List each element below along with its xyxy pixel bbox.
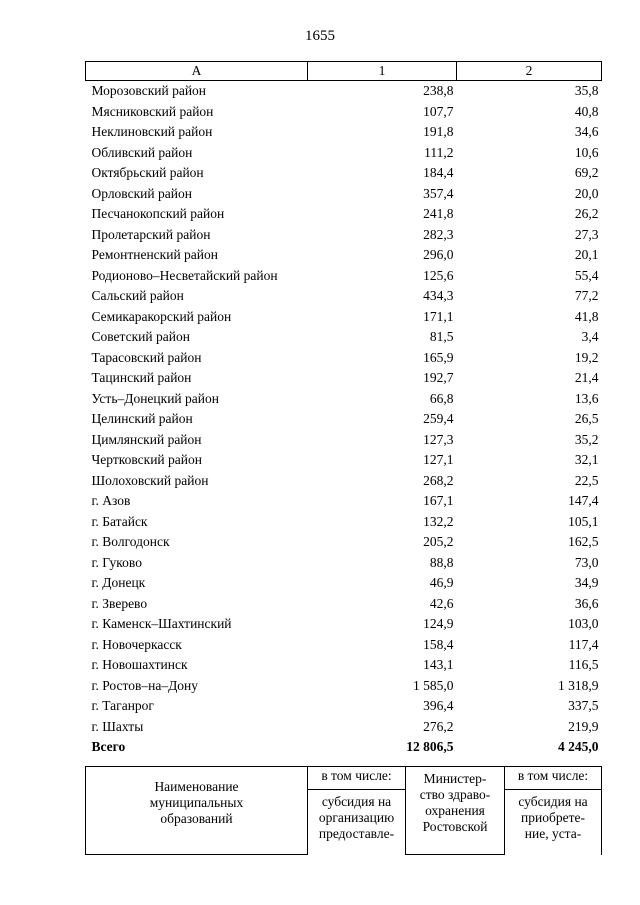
value-col-2: 77,2 bbox=[574, 288, 599, 304]
municipality-name: г. Донецк bbox=[91, 575, 146, 591]
header-line: образований bbox=[160, 811, 233, 826]
column-header-a: А bbox=[86, 62, 308, 81]
table-row bbox=[86, 163, 602, 184]
header-line: Ростовской bbox=[422, 819, 488, 834]
table-row bbox=[86, 266, 602, 287]
value-col-2: 10,6 bbox=[574, 144, 599, 160]
value-col-1: 241,8 bbox=[423, 206, 454, 222]
value-col-1: 205,2 bbox=[423, 534, 454, 550]
table-row bbox=[86, 512, 602, 533]
value-col-1: 296,0 bbox=[423, 247, 454, 263]
value-col-1: 276,2 bbox=[423, 718, 454, 734]
value-col-1: 282,3 bbox=[423, 226, 454, 242]
value-col-2: 3,4 bbox=[581, 329, 599, 345]
municipality-name: Обливский район bbox=[91, 144, 193, 160]
total-row bbox=[86, 737, 602, 758]
table-row bbox=[86, 307, 602, 328]
municipality-name: г. Ростов–на–Дону bbox=[91, 677, 199, 693]
value-col-2: 34,9 bbox=[574, 575, 599, 591]
table-row bbox=[86, 225, 602, 246]
municipality-name: Целинский район bbox=[91, 411, 193, 427]
value-col-1: 167,1 bbox=[423, 493, 454, 509]
value-col-2: 337,5 bbox=[568, 698, 599, 714]
value-col-2: 13,6 bbox=[574, 390, 599, 406]
municipality-column-header bbox=[86, 767, 308, 855]
value-col-2: 35,8 bbox=[574, 83, 599, 99]
column-header-2: 2 bbox=[457, 62, 602, 81]
table-row bbox=[86, 102, 602, 123]
value-col-2: 20,0 bbox=[574, 185, 599, 201]
value-col-2: 162,5 bbox=[568, 534, 599, 550]
municipality-name: Семикаракорский район bbox=[91, 308, 232, 324]
municipality-name: г. Новошахтинск bbox=[91, 657, 188, 673]
value-col-1: 184,4 bbox=[423, 165, 454, 181]
value-col-1: 1 585,0 bbox=[413, 677, 454, 693]
table-row bbox=[86, 409, 602, 430]
value-col-2: 32,1 bbox=[574, 452, 599, 468]
value-col-1: 132,2 bbox=[423, 513, 454, 529]
table-row bbox=[86, 327, 602, 348]
value-col-2: 26,2 bbox=[574, 206, 599, 222]
table-row bbox=[86, 286, 602, 307]
municipality-name: Шолоховский район bbox=[91, 472, 209, 488]
municipality-name: Чертковский район bbox=[91, 452, 202, 468]
municipality-name: Песчанокопский район bbox=[91, 206, 225, 222]
table-row bbox=[86, 450, 602, 471]
table-row bbox=[86, 594, 602, 615]
header-line: ние, уста- bbox=[524, 825, 582, 841]
value-col-2: 26,5 bbox=[574, 411, 599, 427]
table-row bbox=[86, 184, 602, 205]
value-col-1: 125,6 bbox=[423, 267, 454, 283]
value-col-2: 41,8 bbox=[574, 308, 599, 324]
value-col-1: 191,8 bbox=[423, 124, 454, 140]
value-col-1: 143,1 bbox=[423, 657, 454, 673]
value-col-1: 46,9 bbox=[429, 575, 454, 591]
header-line: ство здраво- bbox=[419, 787, 491, 802]
value-col-1: 357,4 bbox=[423, 185, 454, 201]
table-header-row bbox=[86, 62, 602, 81]
municipality-name: Орловский район bbox=[91, 185, 192, 201]
municipality-name: Ремонтненский район bbox=[91, 247, 218, 263]
total-value-col-2: 4 245,0 bbox=[558, 739, 599, 755]
municipality-name: Сальский район bbox=[91, 288, 184, 304]
value-col-2: 147,4 bbox=[568, 493, 599, 509]
value-col-1: 259,4 bbox=[423, 411, 454, 427]
value-col-2: 40,8 bbox=[574, 103, 599, 119]
table-row bbox=[86, 717, 602, 738]
header-line: субсидия на bbox=[321, 793, 392, 809]
table-row bbox=[86, 614, 602, 635]
including-header-2: в том числе: bbox=[505, 767, 602, 790]
value-col-1: 165,9 bbox=[423, 349, 454, 365]
value-col-1: 434,3 bbox=[423, 288, 454, 304]
table-row bbox=[86, 389, 602, 410]
table-row bbox=[86, 81, 602, 102]
table-row bbox=[86, 430, 602, 451]
municipality-name: г. Зверево bbox=[91, 595, 148, 611]
value-col-1: 158,4 bbox=[423, 636, 454, 652]
value-col-1: 238,8 bbox=[423, 83, 454, 99]
value-col-1: 127,1 bbox=[423, 452, 454, 468]
table-row bbox=[86, 491, 602, 512]
value-col-1: 192,7 bbox=[423, 370, 454, 386]
table-row bbox=[86, 204, 602, 225]
municipality-name: г. Новочеркасск bbox=[91, 636, 182, 652]
header-line: охранения bbox=[425, 803, 485, 818]
next-table-header bbox=[85, 766, 601, 855]
municipality-name: г. Шахты bbox=[91, 718, 144, 734]
municipality-name: Родионово–Несветайский район bbox=[91, 267, 278, 283]
municipality-name: г. Азов bbox=[91, 493, 131, 509]
header-line: Наименование bbox=[154, 779, 239, 794]
value-col-2: 103,0 bbox=[568, 616, 599, 632]
table-row bbox=[86, 532, 602, 553]
value-col-1: 111,2 bbox=[424, 144, 454, 160]
page-number: 1655 bbox=[305, 28, 335, 44]
municipality-name: г. Гуково bbox=[91, 554, 142, 570]
ministry-column-header bbox=[406, 767, 505, 855]
value-col-2: 19,2 bbox=[574, 349, 599, 365]
value-col-1: 42,6 bbox=[429, 595, 454, 611]
municipality-name: г. Таганрог bbox=[91, 698, 154, 714]
table-row bbox=[86, 655, 602, 676]
municipality-name: Мясниковский район bbox=[91, 103, 214, 119]
value-col-2: 35,2 bbox=[574, 431, 599, 447]
value-col-1: 81,5 bbox=[429, 329, 454, 345]
value-col-2: 20,1 bbox=[574, 247, 599, 263]
total-label: Всего bbox=[91, 739, 126, 755]
header-line: муниципальных bbox=[149, 795, 244, 810]
value-col-1: 127,3 bbox=[423, 431, 454, 447]
table-row bbox=[86, 471, 602, 492]
value-col-2: 55,4 bbox=[574, 267, 599, 283]
value-col-2: 27,3 bbox=[574, 226, 599, 242]
table-row bbox=[86, 696, 602, 717]
municipality-name: Усть–Донецкий район bbox=[91, 390, 219, 406]
value-col-2: 1 318,9 bbox=[558, 677, 599, 693]
header-line: организацию bbox=[318, 809, 395, 825]
header-line: Министер- bbox=[423, 771, 487, 786]
subsidy-acquisition-header bbox=[505, 789, 602, 854]
value-col-2: 36,6 bbox=[574, 595, 599, 611]
table-row bbox=[86, 122, 602, 143]
value-col-1: 268,2 bbox=[423, 472, 454, 488]
value-col-1: 107,7 bbox=[423, 103, 454, 119]
table-row bbox=[86, 635, 602, 656]
value-col-2: 69,2 bbox=[574, 165, 599, 181]
municipality-name: Цимлянский район bbox=[91, 431, 202, 447]
table-row bbox=[86, 368, 602, 389]
table-row bbox=[86, 676, 602, 697]
header-line: предоставле- bbox=[318, 825, 395, 841]
table-row bbox=[86, 245, 602, 266]
value-col-2: 22,5 bbox=[574, 472, 599, 488]
municipality-name: Пролетарский район bbox=[91, 226, 211, 242]
value-col-2: 117,4 bbox=[568, 636, 599, 652]
municipality-name: Тацинский район bbox=[91, 370, 192, 386]
municipality-name: Неклиновский район bbox=[91, 124, 213, 140]
value-col-1: 396,4 bbox=[423, 698, 454, 714]
data-table bbox=[85, 61, 601, 758]
column-header-1: 1 bbox=[308, 62, 457, 81]
value-col-2: 116,5 bbox=[568, 657, 599, 673]
table-row bbox=[86, 143, 602, 164]
table-row bbox=[86, 348, 602, 369]
value-col-1: 124,9 bbox=[423, 616, 454, 632]
including-header-1: в том числе: bbox=[308, 767, 406, 790]
header-line: субсидия на bbox=[518, 793, 588, 809]
value-col-2: 105,1 bbox=[568, 513, 599, 529]
municipality-name: г. Каменск–Шахтинский bbox=[91, 616, 232, 632]
header-line: приобрете- bbox=[521, 809, 585, 825]
subsidy-organization-header bbox=[308, 789, 406, 854]
value-col-2: 219,9 bbox=[568, 718, 599, 734]
value-col-1: 66,8 bbox=[429, 390, 454, 406]
table-row bbox=[86, 573, 602, 594]
value-col-2: 21,4 bbox=[574, 370, 599, 386]
municipality-name: Тарасовский район bbox=[91, 349, 202, 365]
municipality-name: г. Батайск bbox=[91, 513, 148, 529]
table-row bbox=[86, 553, 602, 574]
municipality-name: г. Волгодонск bbox=[91, 534, 170, 550]
value-col-2: 73,0 bbox=[574, 554, 599, 570]
value-col-1: 171,1 bbox=[423, 308, 454, 324]
municipality-name: Морозовский район bbox=[91, 83, 207, 99]
municipality-name: Октябрьский район bbox=[91, 165, 204, 181]
municipality-name: Советский район bbox=[91, 329, 190, 345]
value-col-1: 88,8 bbox=[429, 554, 454, 570]
total-value-col-1: 12 806,5 bbox=[406, 739, 454, 755]
value-col-2: 34,6 bbox=[574, 124, 599, 140]
